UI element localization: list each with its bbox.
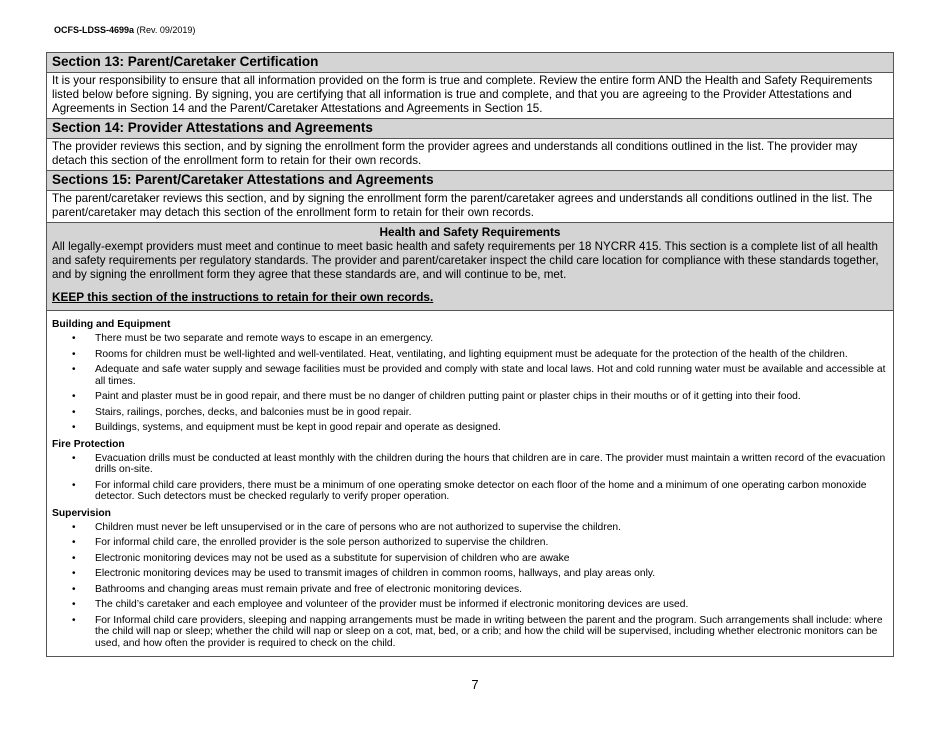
list-item: • For Informal child care providers, sleeping and napping arrangements must be made in writing between the parent and the program. Such arrangements shall include: where the child will nap or sleep; whether the child will nap or sleep on a cot, mat, bed, or a crib; and how the child will be supervised, including whether electronic monitors can be used, and how often the provider is required to check on the child.: [52, 615, 888, 650]
health-safety-title: Health and Safety Requirements: [379, 225, 561, 239]
list-item: • Electronic monitoring devices may not be used as a substitute for supervision of children who are awake: [52, 553, 888, 565]
section-15-body: The parent/caretaker reviews this section, and by signing the enrollment form the parent/caretaker agrees and understands all conditions outlined in the list. The parent/caretaker may detach this section of the enrollment form to retain for their own records.: [47, 191, 893, 223]
page-number: 7: [471, 677, 479, 692]
list-item: • Evacuation drills must be conducted at least monthly with the children during the hours that children are in care. The provider must maintain a written record of the evacuation drills on-site.: [52, 453, 888, 476]
list-item: • Paint and plaster must be in good repair, and there must be no danger of children putting paint or plaster chips in their mouths or of it getting into their food.: [52, 391, 888, 403]
section-15-title: Sections 15: Parent/Caretaker Attestations and Agreements: [47, 171, 893, 191]
section-14-title: Section 14: Provider Attestations and Agreements: [47, 119, 893, 139]
form-identifier: [54, 25, 195, 35]
list-item: • The child’s caretaker and each employee and volunteer of the provider must be informed if electronic monitoring devices are used.: [52, 599, 888, 611]
group-title-fire: Fire Protection: [52, 438, 125, 450]
health-safety-box: [47, 223, 893, 311]
keep-records-note: KEEP this section of the instructions to retain for their own records.: [52, 290, 434, 304]
list-item: • Rooms for children must be well-lighted and well-ventilated. Heat, ventilating, and lighting equipment must be adequate for the protection of the health of the children.: [52, 349, 888, 361]
health-safety-text: All legally-exempt providers must meet and continue to meet basic health and safety requirements per 18 NYCRR 415. This section is a complete list of all health and safety requirements per regulatory standards. The provider and parent/caretaker inspect the child care location for compliance with these standards together, and by signing the enrollment form they agree that these standards are, and will continue to be, met.: [52, 240, 879, 281]
section-13-title: Section 13: Parent/Caretaker Certification: [47, 53, 893, 73]
list-item: • Bathrooms and changing areas must remain private and free of electronic monitoring devices.: [52, 584, 888, 596]
fire-list: [52, 453, 888, 503]
building-list: [52, 333, 888, 434]
form-code: OCFS-LDSS-4699a: [54, 25, 135, 35]
list-item: • Stairs, railings, porches, decks, and balconies must be in good repair.: [52, 407, 888, 419]
list-item: • Adequate and safe water supply and sewage facilities must be provided and comply with state and local laws. Hot and cold running water must be available and accessible at all times.: [52, 364, 888, 387]
list-item: • For informal child care providers, there must be a minimum of one operating smoke detector on each floor of the home and a minimum of one operating carbon monoxide detector. Such detectors must be checked regularly to verify proper operation.: [52, 480, 888, 503]
list-item: • There must be two separate and remote ways to escape in an emergency.: [52, 333, 888, 345]
supervision-list: [52, 522, 888, 650]
section-13-body: It is your responsibility to ensure that all information provided on the form is true and complete. Review the entire form AND the Health and Safety Requirements listed below before signing. By signing, you are certifying that all information is true and complete, and that you are agreeing to the Provider Attestations and Agreements in Section 14 and the Parent/Caretaker Attestations and Agreements in Section 15.: [47, 73, 893, 119]
requirements-list: [47, 311, 893, 656]
group-title-building: Building and Equipment: [52, 319, 171, 330]
section-14-body: The provider reviews this section, and by signing the enrollment form the provider agrees and understands all conditions outlined in the list. The provider may detach this section of the enrollment form to retain for their own records.: [47, 139, 893, 171]
list-item: • Buildings, systems, and equipment must be kept in good repair and operate as designed.: [52, 422, 888, 434]
list-item: • Children must never be left unsupervised or in the care of persons who are not authorized to supervise the children.: [52, 522, 888, 534]
group-title-supervision: Supervision: [52, 507, 111, 519]
form-revision: (Rev. 09/2019): [136, 25, 196, 35]
document-frame: [46, 52, 894, 657]
list-item: • Electronic monitoring devices may be used to transmit images of children in common rooms, hallways, and play areas only.: [52, 568, 888, 580]
list-item: • For informal child care, the enrolled provider is the sole person authorized to supervise the children.: [52, 537, 888, 549]
